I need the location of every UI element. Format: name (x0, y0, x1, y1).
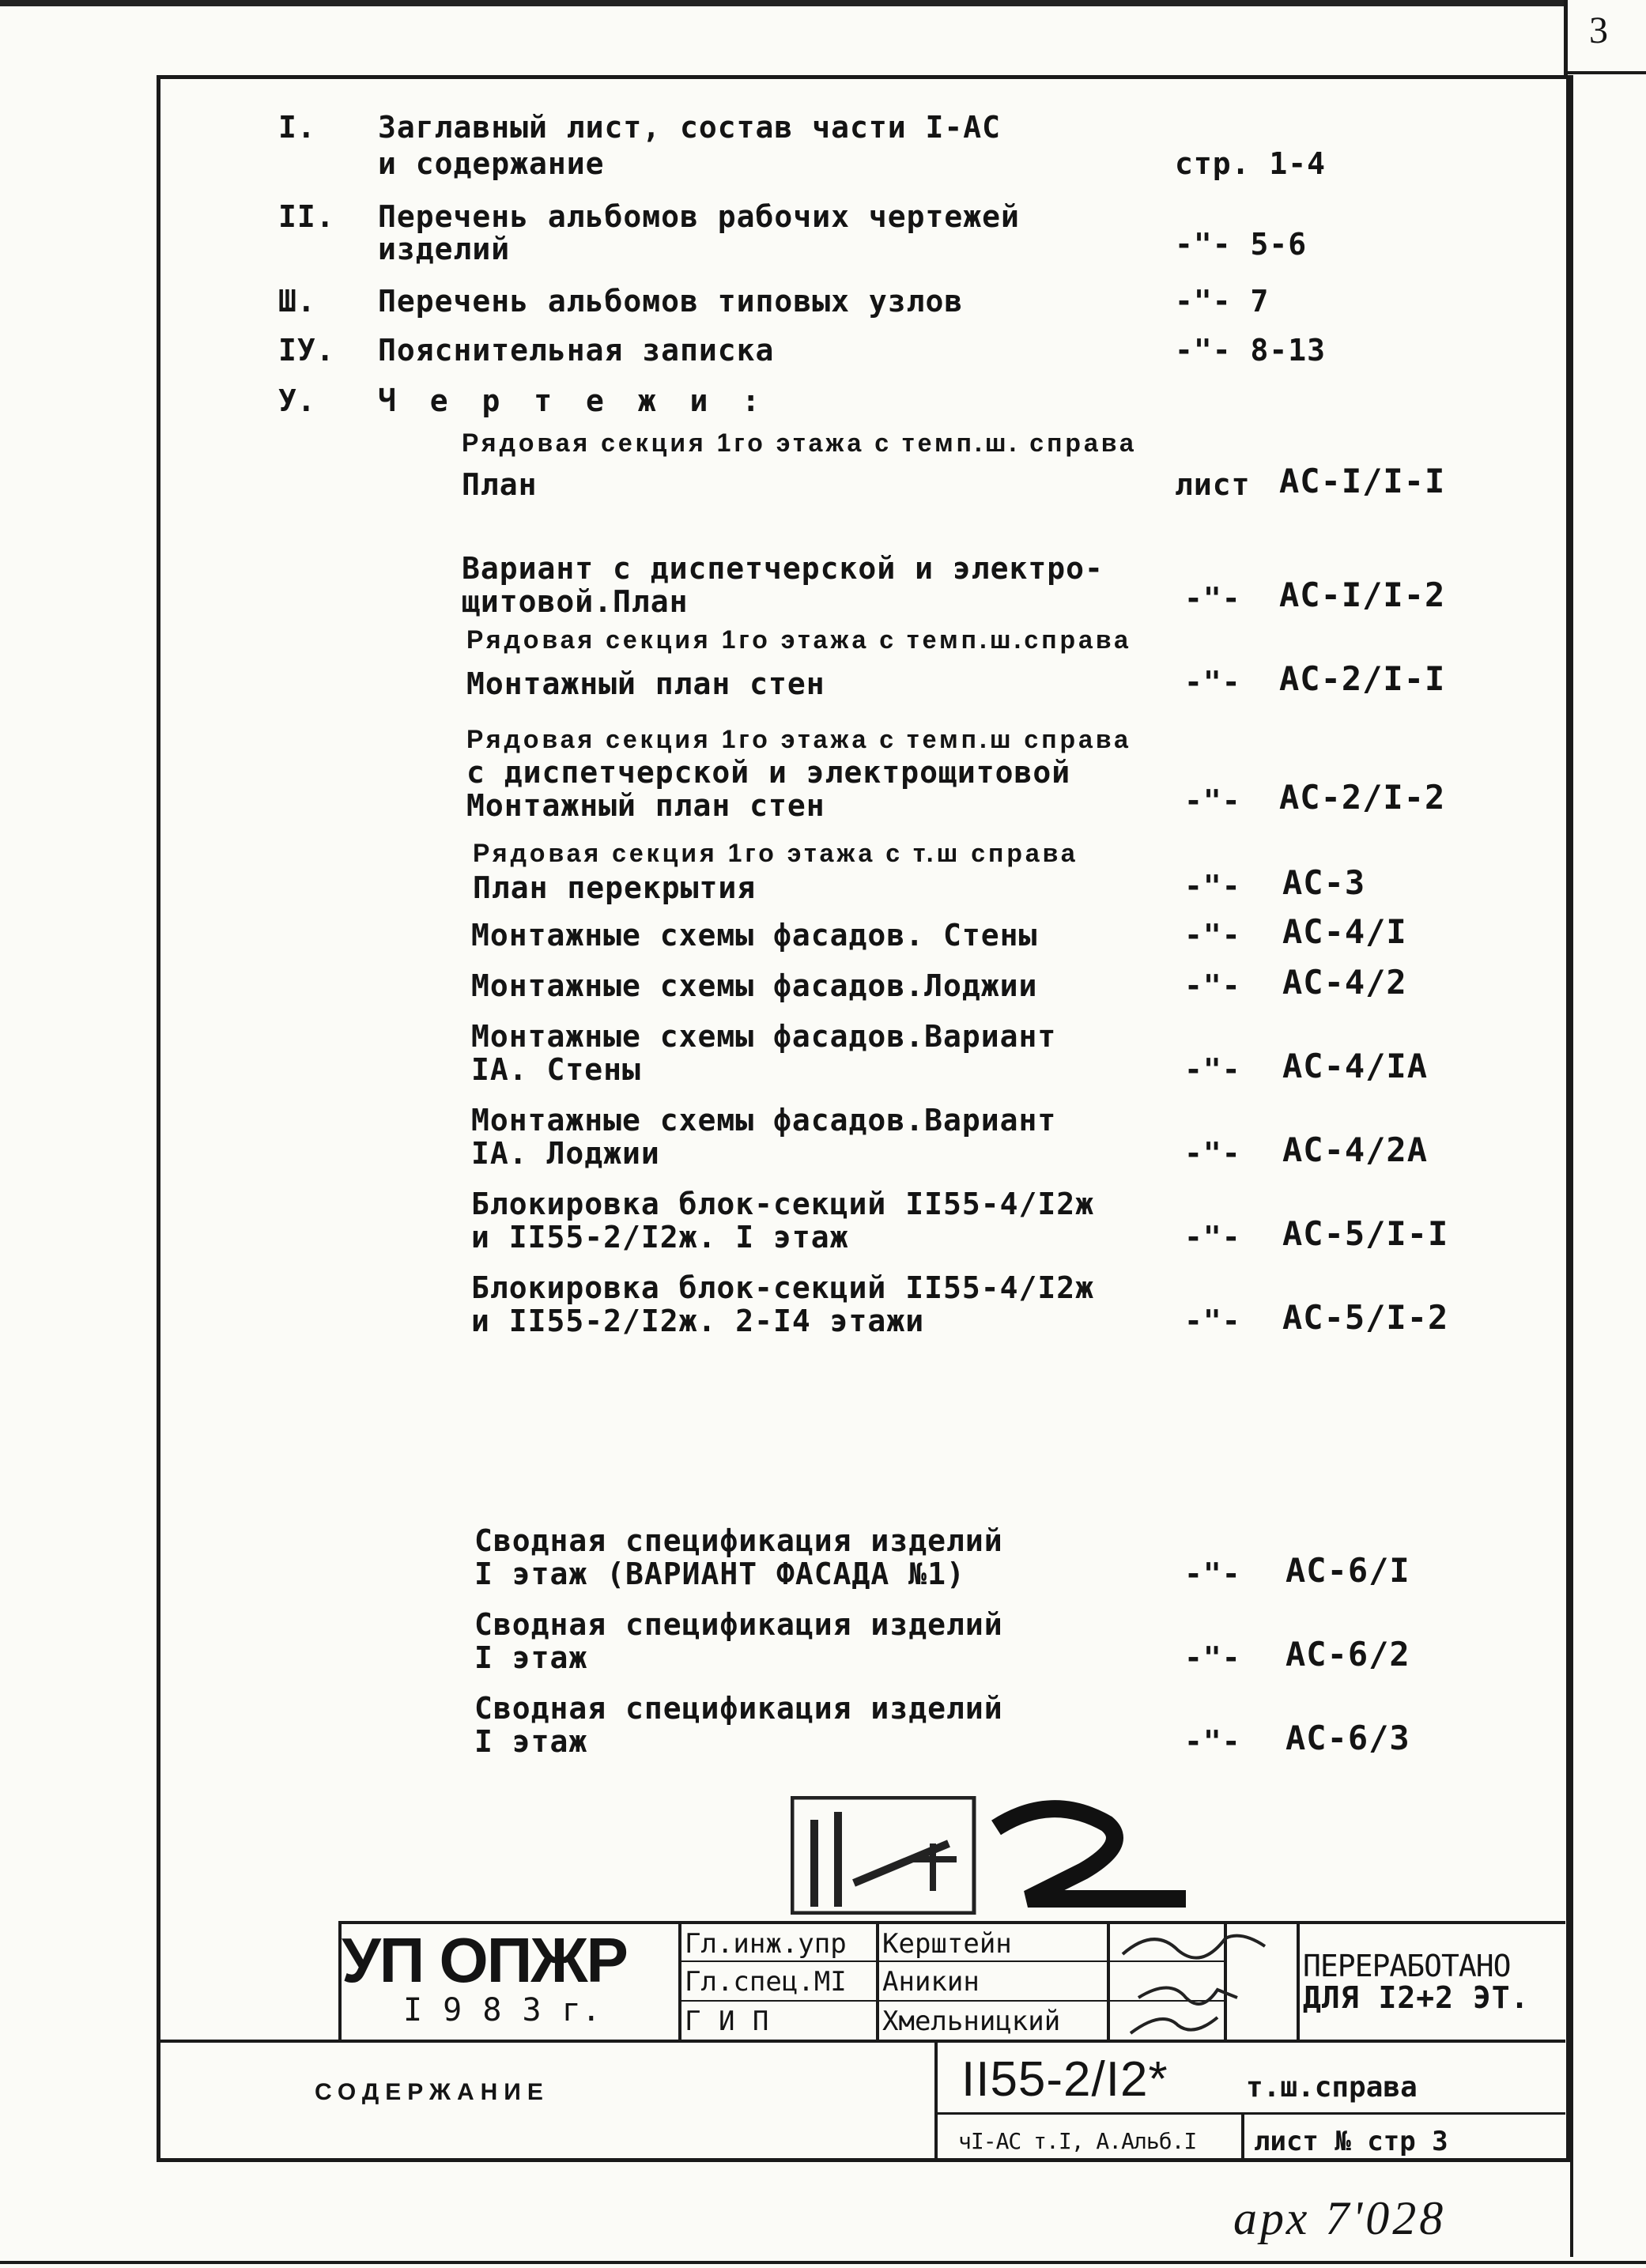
drawing-title: Вариант с диспетчерской и электро- (462, 551, 1104, 586)
drawing-title-cont: IА. Стены (471, 1052, 641, 1087)
page-number: 3 (1589, 9, 1609, 51)
drawing-title-cont: I этаж (474, 1724, 588, 1759)
drawing-title: Блокировка блок-секций II55-4/I2ж (471, 1187, 1094, 1221)
section-page-ref: -"- 5-6 (1175, 227, 1308, 262)
drawing-code: АС-5/I-I (1282, 1214, 1449, 1253)
drawing-code: АС-2/I-I (1279, 659, 1446, 698)
drawing-code: АС-6/3 (1285, 1719, 1410, 1757)
section-title: Заглавный лист, состав части I-АС (378, 110, 1001, 145)
title-block-mid-line (157, 2040, 1565, 2043)
drawing-title-cont: щитовой.План (462, 584, 689, 619)
drawing-title: Монтажные схемы фасадов.Вариант (471, 1103, 1057, 1138)
section-number: IУ. (278, 333, 335, 368)
section-number: У. (278, 383, 316, 418)
drawing-title: План (462, 467, 538, 502)
title-block-sep-5 (1297, 1921, 1300, 2041)
drawing-ref-label: -"- (1184, 1724, 1241, 1759)
drawing-code: АС-I/I-2 (1279, 575, 1446, 614)
top-border-bar (0, 0, 1564, 6)
drawing-code: АС-4/2А (1282, 1130, 1429, 1169)
drawing-code: АС-I/I-I (1279, 462, 1446, 500)
title-block-top-line (338, 1921, 1565, 1924)
drawing-code: АС-4/I (1282, 912, 1407, 951)
archive-stamp-graphic (791, 1796, 1187, 1915)
drawing-title-cont: Монтажный план стен (466, 788, 825, 823)
album-reference: чI-АС т.I, А.Альб.I (958, 2128, 1197, 2154)
section-page-ref: -"- 7 (1175, 284, 1270, 319)
role-label: Гл.инж.упр (685, 1928, 847, 1960)
section-number: I. (278, 110, 316, 145)
archive-number-handwritten: арх 7'028 (1233, 2192, 1447, 2244)
drawing-handwritten-heading: Рядовая секция 1го этажа с темп.ш.справа (466, 625, 1131, 654)
drawing-code: АС-2/I-2 (1279, 778, 1446, 817)
sheet-number: лист № стр 3 (1254, 2126, 1448, 2157)
organization-name: УП ОПЖР (342, 1925, 627, 1995)
section-title: Пояснительная записка (378, 333, 775, 368)
signatures (1107, 1923, 1297, 2041)
drawing-title: Монтажный план стен (466, 666, 825, 701)
drawing-ref-label: -"- (1184, 1052, 1241, 1087)
section-number: Ш. (278, 284, 316, 319)
archive-stamp (791, 1796, 1187, 1915)
drawing-title: Сводная спецификация изделий (474, 1607, 1003, 1642)
drawing-title: Сводная спецификация изделий (474, 1691, 1003, 1726)
drawing-handwritten-heading: Рядовая секция 1го этажа с темп.ш справа (466, 725, 1131, 753)
person-name: Хмельницкий (882, 2006, 1061, 2037)
document-title: СОДЕРЖАНИЕ (315, 2079, 549, 2105)
year: I 9 8 3 г. (403, 1992, 602, 2028)
drawing-ref-label: -"- (1184, 1136, 1241, 1171)
drawing-title: Монтажные схемы фасадов.Вариант (471, 1019, 1057, 1054)
right-binding-line (1570, 75, 1573, 2257)
title-block-lower-line (934, 2112, 1565, 2115)
title-block-lower-sep (934, 2041, 938, 2158)
drawing-code: АС-3 (1282, 863, 1366, 902)
title-block-lower-sep-2 (1241, 2112, 1244, 2158)
drawing-ref-label: -"- (1184, 1304, 1241, 1338)
drawing-ref-label: -"- (1184, 1557, 1241, 1591)
drawing-title: с диспетчерской и электрощитовой (466, 755, 1071, 790)
section-number: II. (278, 199, 335, 234)
section-page-ref: стр. 1-4 (1175, 146, 1327, 181)
drawing-code: АС-4/IА (1282, 1047, 1429, 1085)
drawing-ref-label: лист (1175, 467, 1251, 502)
drawing-title-cont: I этаж (474, 1640, 588, 1675)
drawing-handwritten-heading: Рядовая секция 1го этажа с темп.ш. справа (462, 428, 1137, 457)
drawing-title-cont: IА. Лоджии (471, 1136, 660, 1171)
reworked-note: ПЕРЕРАБОТАНО (1303, 1949, 1511, 1983)
section-title-cont: изделий (378, 232, 511, 266)
role-label: Г И П (685, 2006, 770, 2037)
person-name: Керштейн (882, 1928, 1012, 1960)
drawing-ref-label: -"- (1184, 968, 1241, 1003)
drawing-code: АС-4/2 (1282, 963, 1407, 1002)
drawing-title-cont: и II55-2/I2ж. 2-I4 этажи (471, 1304, 925, 1338)
drawing-ref-label: -"- (1184, 918, 1241, 953)
section-title-cont: и содержание (378, 146, 605, 181)
drawing-title-cont: I этаж (ВАРИАНТ ФАСАДА №1) (474, 1557, 965, 1591)
drawing-title: План перекрытия (473, 870, 757, 905)
drawing-ref-label: -"- (1184, 1640, 1241, 1675)
bottom-edge-line (0, 2261, 1646, 2264)
series-note: т.ш.справа (1246, 2071, 1418, 2104)
drawing-ref-label: -"- (1184, 1220, 1241, 1255)
drawing-title: Монтажные схемы фасадов.Лоджии (471, 968, 1038, 1003)
page-number-underline (1564, 71, 1646, 74)
section-title: Перечень альбомов рабочих чертежей (378, 199, 1020, 234)
right-margin-line (1564, 0, 1568, 75)
drawing-ref-label: -"- (1184, 581, 1241, 616)
drawing-title-cont: и II55-2/I2ж. I этаж (471, 1220, 849, 1255)
role-label: Гл.спец.МI (685, 1966, 847, 1998)
drawing-code: АС-6/I (1285, 1551, 1410, 1590)
title-block-sep-1 (678, 1921, 681, 2041)
drawing-ref-label: -"- (1184, 665, 1241, 700)
person-name: Аникин (882, 1966, 980, 1998)
drawing-title: Монтажные схемы фасадов. Стены (471, 918, 1038, 953)
drawing-ref-label: -"- (1184, 783, 1241, 818)
section-title: Ч е р т е ж и : (378, 383, 768, 418)
series-code: II55-2/I2* (961, 2052, 1168, 2107)
drawing-code: АС-5/I-2 (1282, 1298, 1449, 1337)
drawing-title: Сводная спецификация изделий (474, 1523, 1003, 1558)
reworked-note-cont: ДЛЯ I2+2 ЭТ. (1303, 1980, 1530, 2015)
drawing-ref-label: -"- (1184, 869, 1241, 904)
drawing-handwritten-heading: Рядовая секция 1го этажа с т.ш справа (473, 839, 1078, 867)
drawing-title: Блокировка блок-секций II55-4/I2ж (471, 1270, 1094, 1305)
title-block-sep-2 (876, 1921, 879, 2041)
drawing-code: АС-6/2 (1285, 1635, 1410, 1674)
section-title: Перечень альбомов типовых узлов (378, 284, 964, 319)
section-page-ref: -"- 8-13 (1175, 333, 1327, 368)
